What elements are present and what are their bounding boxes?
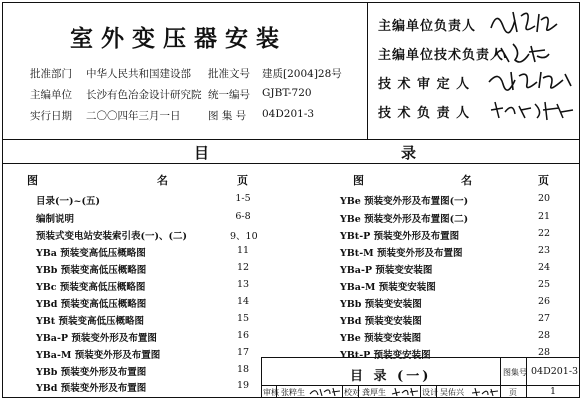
toc-left-page-11: 18 bbox=[236, 364, 250, 375]
toc-right-page-3: 22 bbox=[537, 228, 551, 239]
atlas-no-value: 04D201-3 bbox=[531, 366, 579, 377]
toc-left-page-9: 16 bbox=[236, 330, 250, 341]
left-col-head-fig: 图 bbox=[27, 174, 38, 187]
toc-left-page-4: 11 bbox=[236, 245, 250, 256]
toc-left-title-4[interactable]: YBa 预装变高低压概略图 bbox=[36, 248, 146, 259]
toc-right-page-6: 25 bbox=[537, 279, 551, 290]
sign-checker-label: 校对 bbox=[344, 388, 360, 397]
title-block-sign-rule-2 bbox=[342, 385, 343, 398]
toc-right-title-7[interactable]: YBb 预装变安装图 bbox=[340, 299, 422, 310]
sign-designer-name: 吴佑兴 bbox=[440, 388, 464, 397]
toc-right-title-2[interactable]: YBe 预装变外形及布置图(二) bbox=[340, 214, 469, 225]
toc-left-page-12: 19 bbox=[236, 380, 250, 391]
toc-left-page-5: 12 bbox=[236, 262, 250, 273]
meta-atlas-no-label: 图 集 号 bbox=[208, 110, 247, 122]
toc-left-title-5[interactable]: YBb 预装变高低压概略图 bbox=[36, 265, 147, 276]
toc-left-title-11[interactable]: YBb 预装变外形及布置图 bbox=[36, 367, 147, 378]
toc-right-page-7: 26 bbox=[537, 296, 551, 307]
toc-left-page-1: 1-5 bbox=[235, 193, 251, 204]
role-chief-tech: 主编单位技术负责人 bbox=[378, 48, 505, 63]
toc-left-title-8[interactable]: YBt 预装变高低压概略图 bbox=[36, 316, 145, 327]
meta-editor-unit-label: 主编单位 bbox=[30, 89, 72, 101]
toc-right-title-10[interactable]: YBt-P 预装变安装图 bbox=[340, 350, 431, 361]
toc-left-page-8: 15 bbox=[236, 313, 250, 324]
left-col-head-name: 名 bbox=[157, 174, 168, 187]
toc-left-title-9[interactable]: YBa-P 预装变外形及布置图 bbox=[36, 333, 157, 344]
meta-approval-dept-label: 批准部门 bbox=[30, 68, 72, 80]
document-title: 室外变压器安装 bbox=[70, 25, 287, 52]
role-chief-unit: 主编单位负责人 bbox=[378, 19, 477, 34]
right-col-head-fig: 图 bbox=[353, 174, 364, 187]
contents-title-rule bbox=[2, 163, 580, 164]
role-tech-reviewer: 技 术 审 定 人 bbox=[378, 77, 471, 92]
toc-left-title-2[interactable]: 编制说明 bbox=[36, 214, 75, 225]
header-divider bbox=[367, 2, 368, 140]
toc-right-page-1: 20 bbox=[537, 193, 551, 204]
meta-approval-no-value: 建质[2004]28号 bbox=[262, 68, 342, 80]
toc-right-page-5: 24 bbox=[537, 262, 551, 273]
atlas-no-label: 图集号 bbox=[503, 368, 527, 377]
signature-chief-unit bbox=[487, 6, 567, 38]
meta-approval-dept-value: 中华人民共和国建设部 bbox=[86, 68, 191, 80]
signature-reviewer bbox=[308, 385, 342, 398]
toc-right-page-10: 28 bbox=[537, 347, 551, 358]
right-col-head-name: 名 bbox=[461, 174, 472, 187]
sheet-title: 目 录 (一) bbox=[350, 369, 432, 384]
sign-checker-name: 龚厚生 bbox=[362, 388, 386, 397]
toc-right-page-9: 28 bbox=[537, 330, 551, 341]
meta-unified-no-label: 统一编号 bbox=[208, 89, 250, 101]
sign-reviewer-label: 审核 bbox=[263, 388, 279, 397]
signature-tech-lead bbox=[487, 96, 577, 124]
toc-left-title-12[interactable]: YBd 预装变外形及布置图 bbox=[36, 383, 147, 394]
toc-left-page-3: 9、10 bbox=[230, 231, 258, 242]
sign-reviewer-name: 张粹生 bbox=[281, 388, 305, 397]
page-number: 1 bbox=[550, 386, 557, 397]
title-block-sign-rule-4 bbox=[420, 385, 421, 398]
toc-left-title-7[interactable]: YBd 预装变高低压概略图 bbox=[36, 299, 147, 310]
toc-right-title-4[interactable]: YBt-M 预装变外形及布置图 bbox=[340, 248, 463, 259]
toc-right-title-3[interactable]: YBt-P 预装变外形及布置图 bbox=[340, 231, 460, 242]
title-block-col-rule-1 bbox=[500, 357, 501, 398]
signature-checker bbox=[390, 385, 420, 398]
toc-left-page-10: 17 bbox=[236, 347, 250, 358]
toc-right-title-6[interactable]: YBa-M 预装变安装图 bbox=[340, 282, 436, 293]
toc-left-page-2: 6-8 bbox=[235, 211, 251, 222]
toc-left-title-3[interactable]: 预装式变电站安装索引表(一)、(二) bbox=[36, 231, 187, 242]
toc-left-title-10[interactable]: YBa-M 预装变外形及布置图 bbox=[36, 350, 161, 361]
role-tech-lead: 技 术 负 责 人 bbox=[378, 106, 471, 121]
meta-atlas-no-value: 04D201-3 bbox=[262, 108, 315, 120]
meta-effective-date-label: 实行日期 bbox=[30, 110, 72, 122]
toc-right-page-4: 23 bbox=[537, 245, 551, 256]
meta-editor-unit-value: 长沙有色冶金设计研究院 bbox=[86, 89, 202, 101]
toc-right-title-8[interactable]: YBd 预装变安装图 bbox=[340, 316, 422, 327]
signature-tech-reviewer bbox=[485, 66, 577, 94]
toc-left-title-1[interactable]: 目录(一)~(五) bbox=[36, 196, 100, 207]
page-label: 页 bbox=[509, 388, 517, 397]
toc-right-page-8: 27 bbox=[537, 313, 551, 324]
right-col-head-page: 页 bbox=[538, 174, 549, 187]
toc-right-title-5[interactable]: YBa-P 预装变安装图 bbox=[340, 265, 433, 276]
toc-left-title-6[interactable]: YBc 预装变高低压概略图 bbox=[36, 282, 146, 293]
toc-right-page-2: 21 bbox=[537, 211, 551, 222]
toc-right-title-1[interactable]: YBe 预装变外形及布置图(一) bbox=[340, 196, 469, 207]
sign-designer-label: 设计 bbox=[422, 388, 438, 397]
meta-approval-no-label: 批准文号 bbox=[208, 68, 250, 80]
signature-chief-tech bbox=[491, 38, 553, 68]
meta-unified-no-value: GJBT-720 bbox=[262, 87, 312, 99]
toc-left-page-7: 14 bbox=[236, 296, 250, 307]
left-col-head-page: 页 bbox=[237, 174, 248, 187]
contents-title-right: 录 bbox=[401, 144, 417, 162]
meta-effective-date-value: 二〇〇四年三月一日 bbox=[86, 110, 181, 122]
toc-left-page-6: 13 bbox=[236, 279, 250, 290]
signature-designer bbox=[470, 385, 500, 398]
toc-right-title-9[interactable]: YBe 预装变安装图 bbox=[340, 333, 422, 344]
contents-title-left: 目 bbox=[194, 144, 210, 162]
